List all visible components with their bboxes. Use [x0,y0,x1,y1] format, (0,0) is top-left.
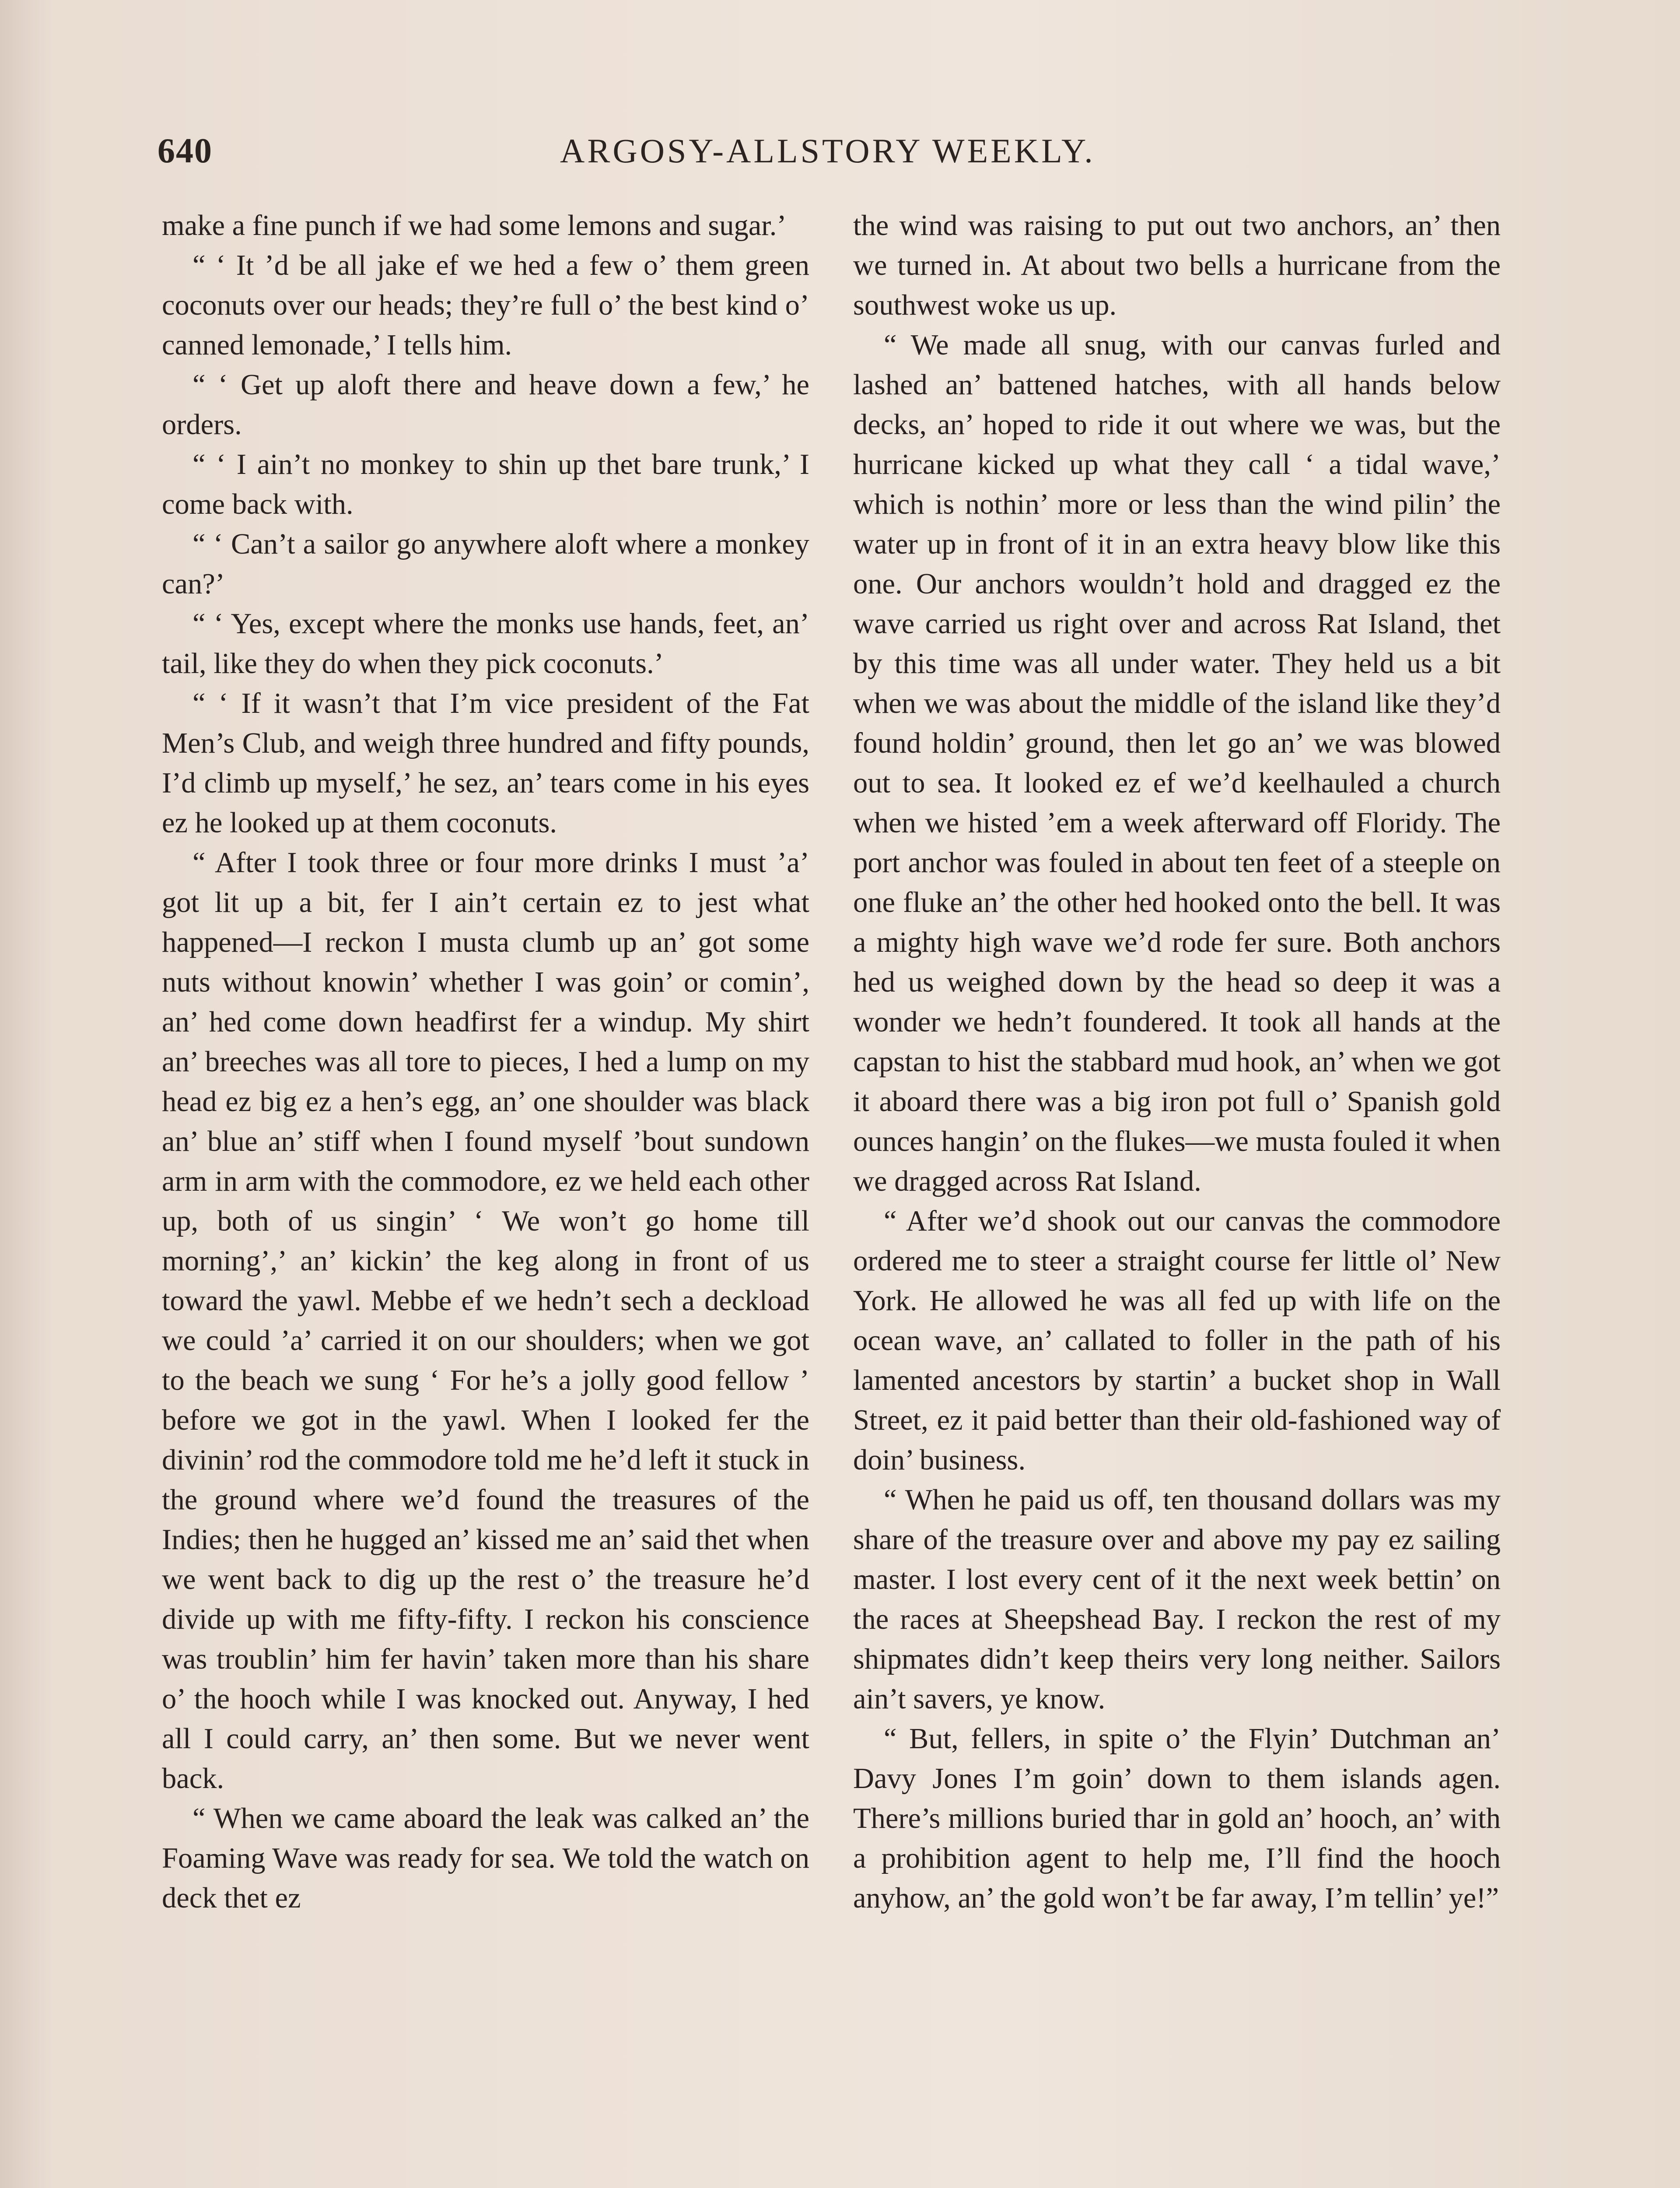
paragraph: “ We made all snug, with our canvas furled and lashed an’ battened hatches, with all hands below decks, an’ hoped to ride it out where we was, but the hurricane kicked up what they call ‘ a tidal wave,’ which is nothin’ more or less than the wind pilin’ the water up in front of it in an extra heavy blow like this one. Our anchors wouldn’t hold and dragged ez the wave carried us right over and across Rat Island, thet by this time was all under water. They held us a bit when we was about the middle of the island like they’d found holdin’ ground, then let go an’ we was blowed out to sea. It looked ez ef we’d keelhauled a church when we histed ’em a week afterward off Floridy. The port anchor was fouled in about ten feet of a steeple on one fluke an’ the other hed hooked onto the bell. It was a mighty high wave we’d rode fer sure. Both anchors hed us weighed down by the head so deep it was a wonder we hedn’t foundered. It took all hands at the capstan to hist the stabbard mud hook, an’ when we got it aboard there was a big iron pot full o’ Spanish gold ounces hangin’ on the flukes—we musta fouled it when we dragged across Rat Island. [853,329,1501,1197]
running-head: ARGOSY-ALLSTORY WEEKLY. [560,132,1096,170]
paragraph: make a fine punch if we had some lemons and sugar.’ [162,210,787,242]
paragraph: “ When we came aboard the leak was calked an’ the Foaming Wave was ready for sea. We told the watch on deck thet ez [162,1802,809,1914]
paragraph: “ ‘ It ’d be all jake ef we hed a few o’ them green coconuts over our heads; they’re full o’ the best kind o’ canned lemonade,’ I tells him. [162,249,809,361]
paragraph: “ After we’d shook out our canvas the commodore ordered me to steer a straight course fer little ol’ New York. He allowed he was all fed up with life on the ocean wave, an’ callated to foller in the path of his lamented ancestors by startin’ a bucket shop in Wall Street, ez it paid better than their old-fashioned way of doin’ business. [853,1205,1501,1476]
paragraph: “ ‘ Yes, except where the monks use hands, feet, an’ tail, like they do when they pick coconuts.’ [162,608,809,680]
page-header [158,131,1514,184]
paragraph: “ ‘ I ain’t no monkey to shin up thet bare trunk,’ I come back with. [162,449,809,520]
paragraph: the wind was raising to put out two anchors, an’ then we turned in. At about two bells a hurricane from the southwest woke us up. [853,210,1501,321]
page-number: 640 [158,132,213,170]
paragraph: “ But, fellers, in spite o’ the Flyin’ Dutchman an’ Davy Jones I’m goin’ down to them islands agen. There’s millions buried thar in gold an’ hooch, an’ with a prohibition agent to help me, I’ll find the hooch anyhow, an’ the gold won’t be far away, I’m tellin’ ye!” [853,1723,1501,1914]
paragraph: “ When he paid us off, ten thousand dollars was my share of the treasure over and above my pay ez sailing master. I lost every cent of it the next week bettin’ on the races at Sheepshead Bay. I reckon the rest of my shipmates didn’t keep theirs very long neither. Sailors ain’t savers, ye know. [853,1484,1501,1715]
right-column [853,206,1501,1918]
spine-shadow [0,0,52,2188]
paragraph: “ ‘ Can’t a sailor go anywhere aloft where a monkey can?’ [162,528,809,600]
paragraph: “ ‘ Get up aloft there and heave down a few,’ he orders. [162,369,809,441]
left-column [162,206,809,1918]
paragraph: “ After I took three or four more drinks I must ’a’ got lit up a bit, fer I ain’t certain ez to jest what happened—I reckon I musta clumb up an’ got some nuts without knowin’ whether I was goin’ or comin’, an’ hed come down headfirst fer a windup. My shirt an’ breeches was all tore to pieces, I hed a lump on my head ez big ez a hen’s egg, an’ one shoulder was black an’ blue an’ stiff when I found myself ’bout sundown arm in arm with the commodore, ez we held each other up, both of us singin’ ‘ We won’t go home till morning’,’ an’ kickin’ the keg along in front of us toward the yawl. Mebbe ef we hedn’t sech a deckload we could ’a’ carried it on our shoulders; when we got to the beach we sung ‘ For he’s a jolly good fellow ’ before we got in the yawl. When I looked fer the divinin’ rod the commodore told me he’d left it stuck in the ground where we’d found the treasures of the Indies; then he hugged an’ kissed me an’ said thet when we went back to dig up the rest o’ the treasure he’d divide up with me fifty-fifty. I reckon his conscience was troublin’ him fer havin’ taken more than his share o’ the hooch while I was knocked out. Anyway, I hed all I could carry, an’ then some. But we never went back. [162,847,809,1795]
paragraph: “ ‘ If it wasn’t that I’m vice president of the Fat Men’s Club, and weigh three hundred and fifty pounds, I’d climb up myself,’ he sez, an’ tears come in his eyes ez he looked up at them coconuts. [162,687,809,839]
